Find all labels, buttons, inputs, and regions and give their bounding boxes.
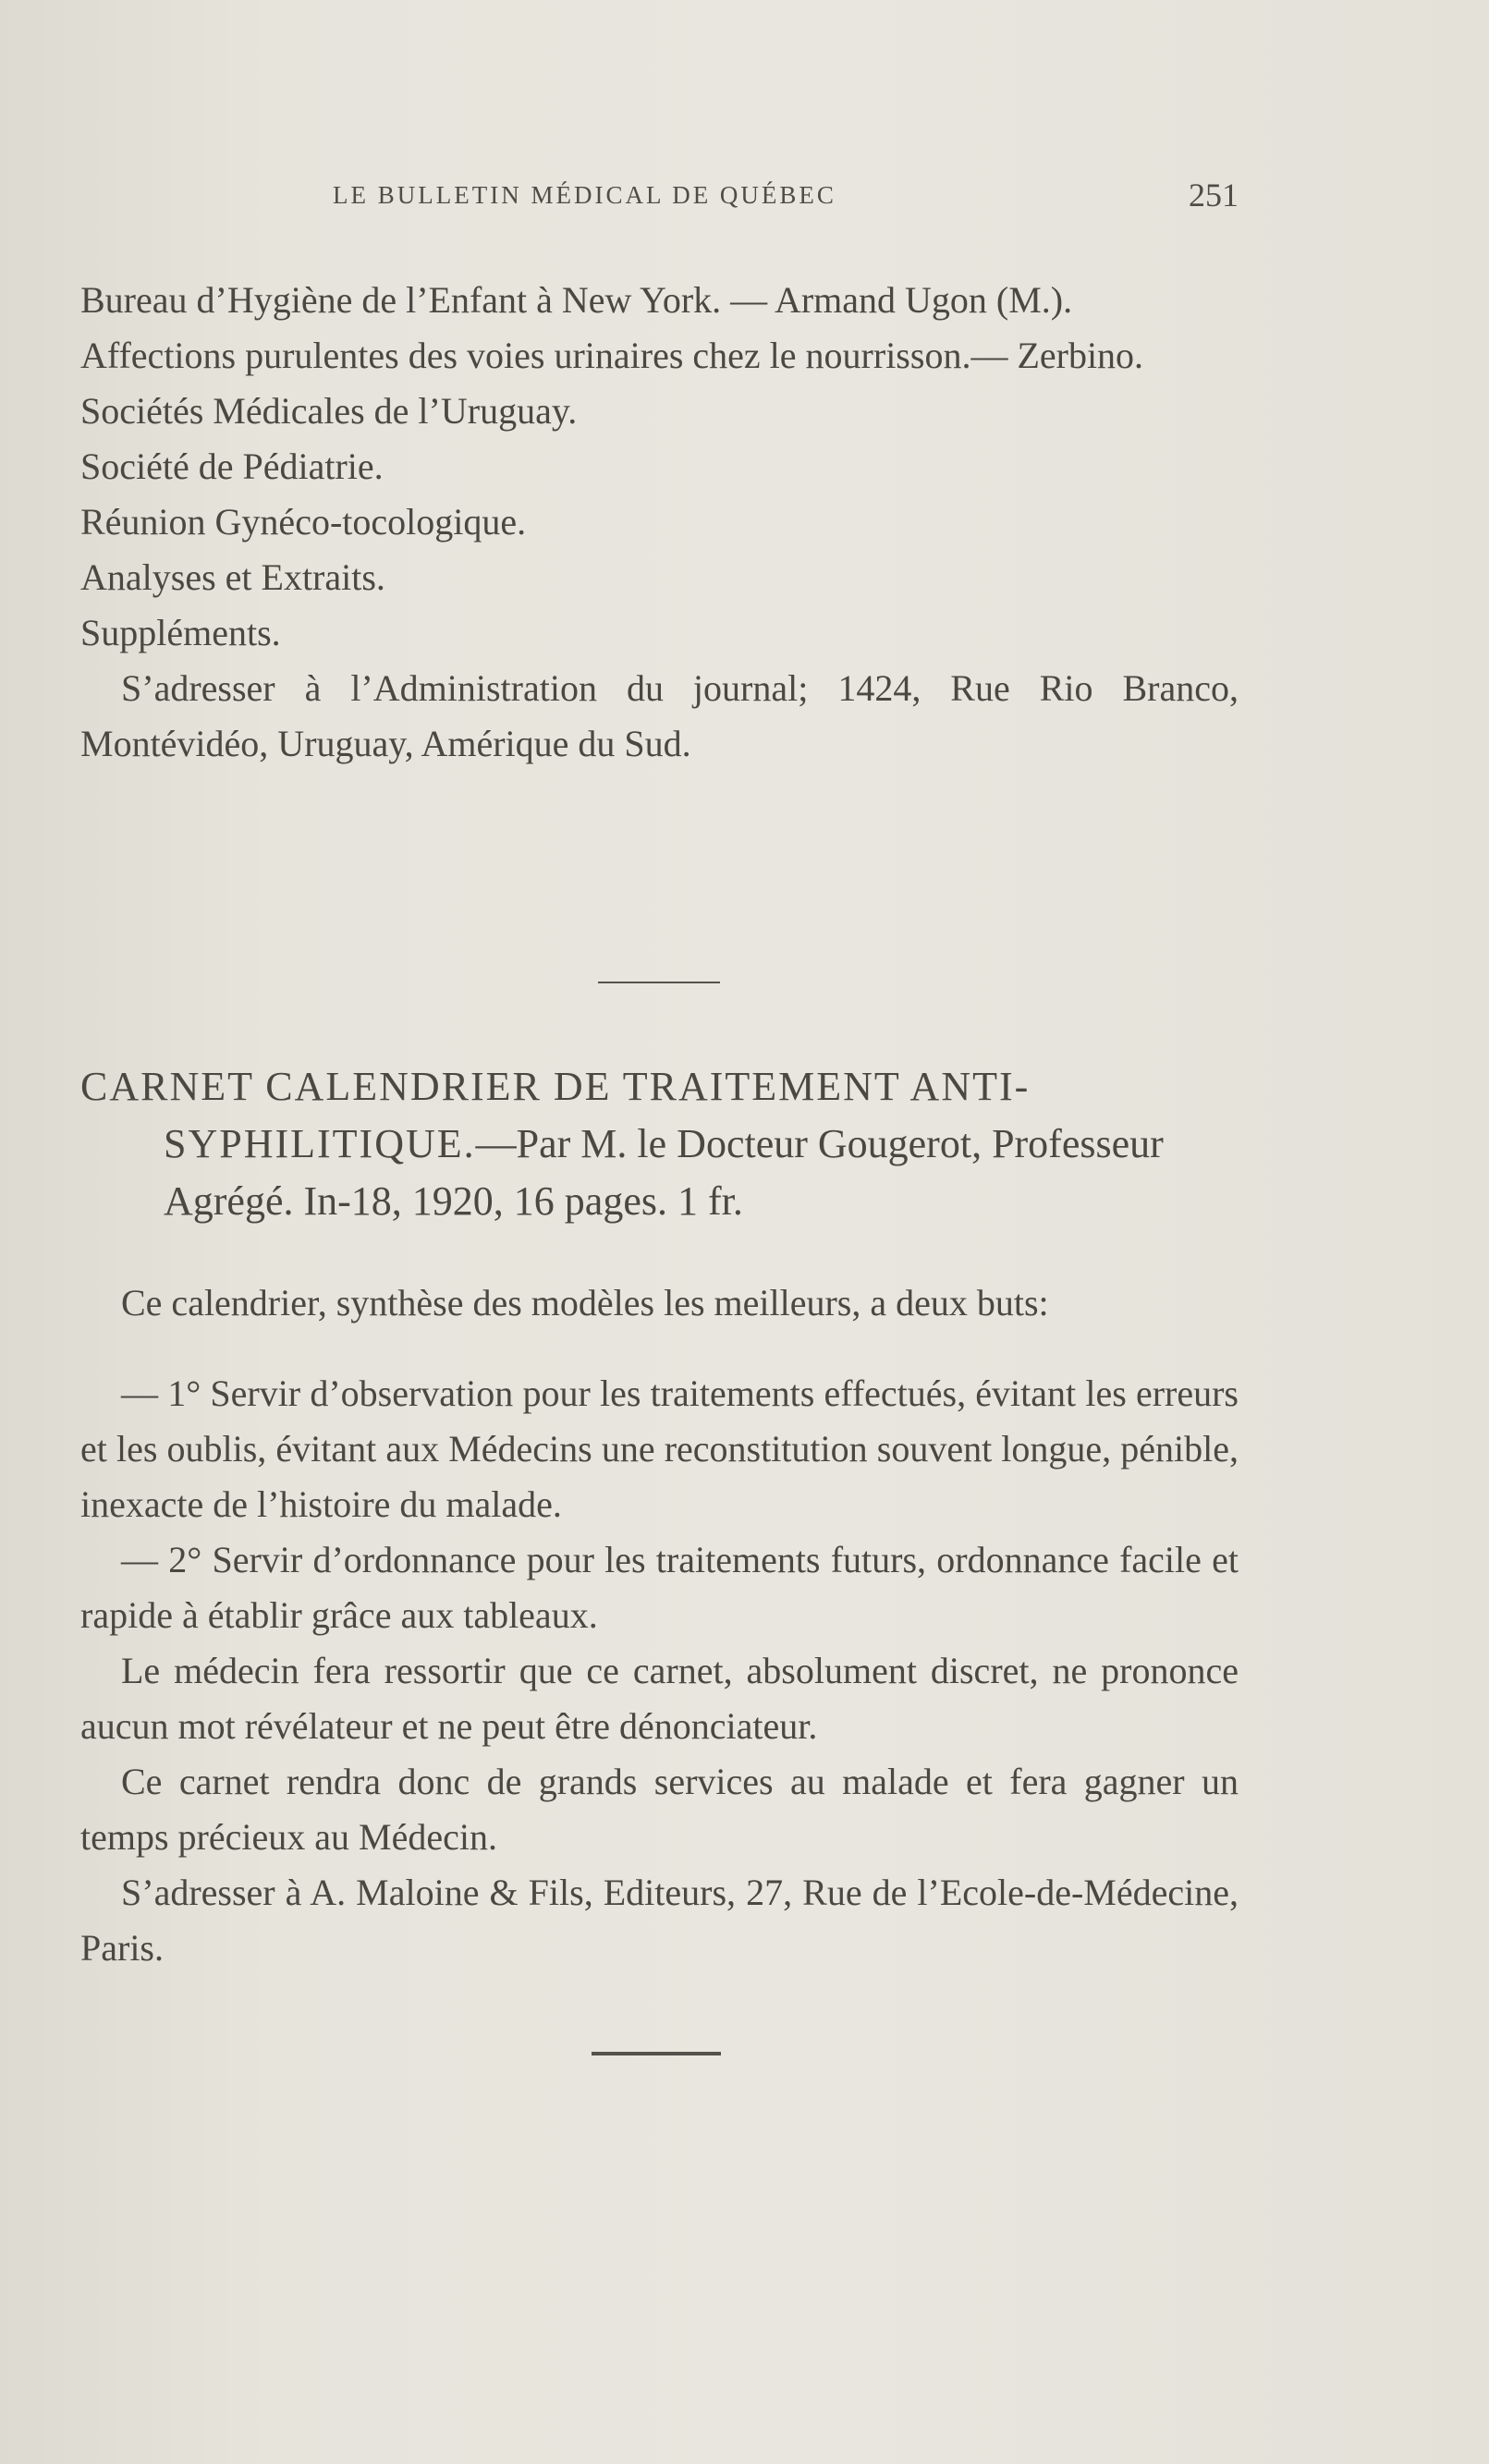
running-head: LE BULLETIN MÉDICAL DE QUÉBEC — [333, 181, 836, 209]
list-item: Réunion Gynéco-tocologique. — [80, 501, 527, 543]
review-paragraph: Le médecin fera ressortir que ce carnet, absolument discret, ne prononce aucun mot révélateur et ne peut être dénonciateur. — [80, 1650, 1239, 1747]
list-item: Affections purulentes des voies urinaires chez le nourrisson.— Zerbino. — [80, 335, 1144, 376]
list-item: Société de Pédiatrie. — [80, 445, 384, 487]
page-number: 251 — [1189, 177, 1239, 213]
journal-address: S’adresser à l’Administration du journal; 1424, Rue Rio Branco, Montévidéo, Uruguay, Amérique du Sud. — [80, 667, 1239, 764]
review-paragraph: — 1° Servir d’observation pour les traitements effectués, évitant les erreurs et les oublis, évitant aux Médecins une reconstitution souvent longue, pénible, inexacte de l’histoire du malade. — [80, 1372, 1239, 1525]
review-title: CARNET CALENDRIER DE TRAITEMENT ANTI-SYPHILITIQUE. — [80, 1064, 1031, 1166]
review-byline: —Par M. le Docteur Gougerot, Professeur Agrégé. In-18, 1920, 16 pages. 1 fr. — [164, 1121, 1164, 1224]
review-body — [80, 1275, 1239, 1976]
review-paragraph: S’adresser à A. Maloine & Fils, Editeurs, 27, Rue de l’Ecole-de-Médecine, Paris. — [80, 1872, 1239, 1969]
end-divider — [592, 2052, 721, 2055]
review-paragraph: Ce carnet rendra donc de grands services au malade et fera gagner un temps précieux au Médecin. — [80, 1761, 1239, 1858]
page-header — [333, 177, 1239, 218]
list-item: Bureau d’Hygiène de l’Enfant à New York. — Armand Ugon (M.). — [80, 279, 1073, 321]
contents-list — [80, 273, 1239, 772]
section-divider — [598, 982, 720, 983]
review-paragraph: — 2° Servir d’ordonnance pour les traitements futurs, ordonnance facile et rapide à établir grâce aux tableaux. — [80, 1539, 1239, 1636]
list-item: Analyses et Extraits. — [80, 556, 385, 598]
list-item: Suppléments. — [80, 612, 281, 653]
review-paragraph: Ce calendrier, synthèse des modèles les meilleurs, a deux buts: — [121, 1282, 1049, 1323]
review-heading — [80, 1058, 1239, 1230]
list-item: Sociétés Médicales de l’Uruguay. — [80, 390, 578, 432]
